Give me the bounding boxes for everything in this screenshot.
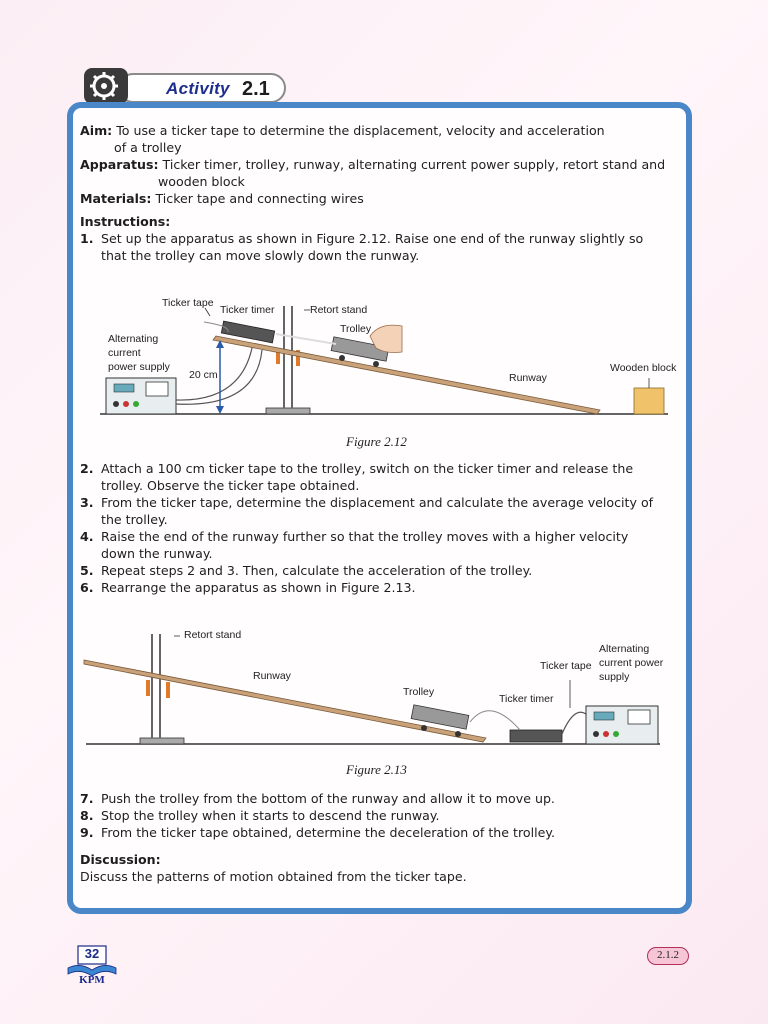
label-ac-2-2: current power [599,657,664,669]
page-number: 32 [84,946,100,961]
apparatus-line [80,156,680,173]
step-text [101,579,680,596]
apparatus-label: Apparatus: [80,157,159,172]
figure-2-12-diagram [80,292,680,422]
steps-c [80,790,680,885]
step-number: 1. [80,231,94,246]
label-ticker-tape-2: Ticker tape [540,660,592,672]
step-line: that the trolley can move slowly down the runway. [101,248,420,263]
step-5 [80,562,680,579]
materials-label: Materials: [80,191,152,206]
instructions-label: Instructions: [80,214,171,229]
step-3 [80,494,680,528]
step-9 [80,824,680,841]
aim-line [80,122,680,139]
step-1 [80,230,680,264]
step-text: From the ticker tape obtained, determine the deceleration of the trolley. [101,825,555,840]
aim-label: Aim: [80,123,113,138]
label-ac-2-1: Alternating [599,643,650,655]
step-text: Stop the trolley when it starts to descend the runway. [101,808,440,823]
step-7 [80,790,680,807]
footer-page-badge [66,944,118,988]
step-8 [80,807,680,824]
label-ticker-tape: Ticker tape [162,297,214,309]
step-text [101,562,680,579]
step-line: Rearrange the apparatus as shown in Figure 2.13. [101,580,416,595]
apparatus-text-1: Ticker timer, trolley, runway, alternating current power supply, retort stand and [162,157,666,172]
discussion-text: Discuss the patterns of motion obtained from the ticker tape. [80,869,467,884]
step-number: 3. [80,495,94,510]
label-retort-stand: Retort stand [310,304,368,316]
step-text [101,230,680,264]
step-line: Set up the apparatus as shown in Figure 2.12. Raise one end of the runway slightly so [101,231,644,246]
step-text: Push the trolley from the bottom of the runway and allow it to move up. [101,791,555,806]
aim-text-1: To use a ticker tape to determine the displacement, velocity and acceleration [116,123,605,138]
section-badge: 2.1.2 [647,947,689,965]
activity-number: 2.1 [242,78,270,100]
label-ac-1: Alternating [108,333,159,345]
figure-2-12-caption: Figure 2.12 [346,434,407,449]
step-line: Raise the end of the runway further so that the trolley moves with a higher velocity [101,529,629,544]
step-6 [80,579,680,596]
step-2 [80,460,680,494]
label-ac-3: power supply [108,361,170,373]
apparatus-text-2: wooden block [158,174,245,189]
label-ac-2-3: supply [599,671,630,683]
label-trolley-2: Trolley [403,686,435,698]
step-text [101,528,680,562]
step-line: Attach a 100 cm ticker tape to the trolley, switch on the ticker timer and release the [101,461,634,476]
activity-word: Activity [166,79,230,98]
label-trolley: Trolley [340,323,372,335]
step-number: 8. [80,808,94,823]
materials-line [80,190,680,207]
step-line: Repeat steps 2 and 3. Then, calculate the acceleration of the trolley. [101,563,533,578]
steps-b [80,460,680,596]
step-text [101,460,680,494]
publisher-mark: KPM [79,974,105,986]
label-retort-stand-2: Retort stand [184,629,242,641]
step-number: 2. [80,461,94,476]
label-runway: Runway [509,372,547,384]
label-wooden-block: Wooden block [610,362,677,374]
gear-icon [84,68,128,104]
step-text [101,494,680,528]
materials-text: Ticker tape and connecting wires [155,191,364,206]
label-ac-2: current [108,347,141,359]
step-4 [80,528,680,562]
step-number: 6. [80,580,94,595]
step-number: 7. [80,791,94,806]
aim-text-2: of a trolley [114,140,182,155]
step-line: the trolley. [101,512,168,527]
step-line: trolley. Observe the ticker tape obtained. [101,478,360,493]
steps-a [80,230,680,264]
activity-content [80,122,680,264]
label-ticker-timer: Ticker timer [220,304,275,316]
step-line: down the runway. [101,546,213,561]
step-line: From the ticker tape, determine the displacement and calculate the average velocity of [101,495,654,510]
label-ticker-timer-2: Ticker timer [499,693,554,705]
step-number: 9. [80,825,94,840]
activity-pill [118,73,286,103]
label-height: 20 cm [189,369,218,381]
discussion-label: Discussion: [80,852,161,867]
figure-2-13-caption: Figure 2.13 [346,762,407,777]
step-number: 5. [80,563,94,578]
figure-2-13-diagram [80,626,680,748]
step-number: 4. [80,529,94,544]
label-runway-2: Runway [253,670,291,682]
